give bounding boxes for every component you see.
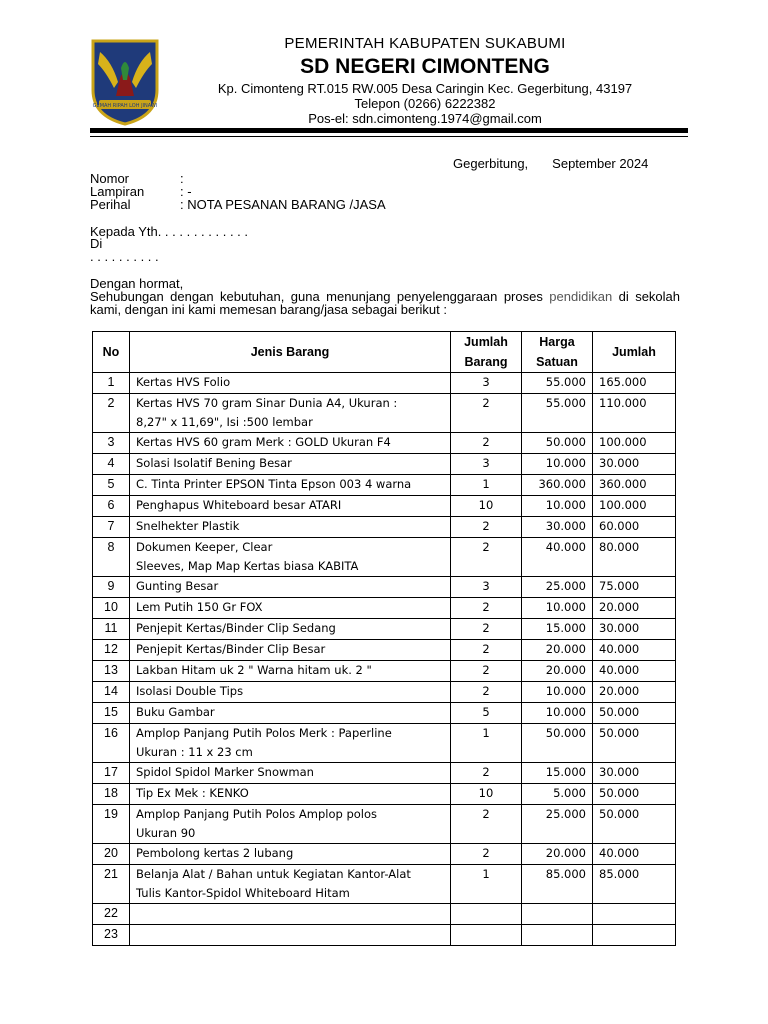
row-number: 2 — [93, 394, 130, 433]
school-phone: Telepon (0266) 6222382 — [354, 96, 496, 111]
table-row — [93, 394, 676, 433]
nomor-label: Nomor — [90, 171, 130, 186]
lampiran-value: : - — [180, 184, 192, 199]
row-quantity: 2 — [451, 805, 522, 844]
row-total: 60.000 — [593, 517, 676, 538]
row-quantity: 3 — [451, 373, 522, 394]
table-header-row — [93, 332, 676, 373]
row-quantity: 2 — [451, 394, 522, 433]
row-number: 11 — [93, 619, 130, 640]
table-row — [93, 517, 676, 538]
row-description — [130, 496, 451, 517]
school-address: Kp. Cimonteng RT.015 RW.005 Desa Caringin Kec. Gegerbitung, 43197 — [217, 81, 633, 96]
row-description-line: Ukuran : 11 x 23 cm — [136, 745, 253, 759]
row-unit-price: 20.000 — [522, 661, 593, 682]
row-description — [130, 784, 451, 805]
row-description-line: Isolasi Double Tips — [136, 684, 244, 698]
row-total: 85.000 — [593, 865, 676, 904]
row-quantity: 3 — [451, 454, 522, 475]
letter-place: Gegerbitung, — [453, 156, 529, 171]
row-total: 50.000 — [593, 703, 676, 724]
row-number: 12 — [93, 640, 130, 661]
row-unit-price: 25.000 — [522, 577, 593, 598]
row-description-line: Belanja Alat / Bahan untuk Kegiatan Kantor-Alat — [136, 867, 411, 881]
row-description — [130, 454, 451, 475]
table-row — [93, 763, 676, 784]
table-row — [93, 805, 676, 844]
row-description — [130, 763, 451, 784]
row-description-line: Penghapus Whiteboard besar ATARI — [136, 498, 342, 512]
row-total: 30.000 — [593, 763, 676, 784]
body-part-2: di sekolah kami, dengan ini kami memesan barang/jasa sebagai berikut : — [90, 289, 680, 317]
row-description — [130, 661, 451, 682]
row-description-line: Kertas HVS 70 gram Sinar Dunia A4, Ukuran : — [136, 396, 398, 410]
row-unit-price — [522, 925, 593, 946]
row-description — [130, 394, 451, 433]
school-name: SD NEGERI CIMONTENG — [300, 55, 550, 78]
row-quantity: 2 — [451, 619, 522, 640]
row-total: 40.000 — [593, 844, 676, 865]
header-price-line1: Harga — [539, 335, 575, 349]
row-quantity — [451, 925, 522, 946]
perihal-row — [90, 197, 386, 212]
row-total: 40.000 — [593, 661, 676, 682]
row-description-line: Lakban Hitam uk 2 " Warna hitam uk. 2 " — [136, 663, 372, 677]
row-unit-price: 10.000 — [522, 682, 593, 703]
table-row — [93, 538, 676, 577]
school-email: Pos-el: sdn.cimonteng.1974@gmail.com — [308, 111, 542, 126]
row-total: 50.000 — [593, 805, 676, 844]
table-row — [93, 454, 676, 475]
recipient-line-1: Kepada Yth. . . . . . . . . . . . . — [90, 224, 249, 239]
row-number: 7 — [93, 517, 130, 538]
row-description-line: C. Tinta Printer EPSON Tinta Epson 003 4 warna — [136, 477, 412, 491]
row-number: 17 — [93, 763, 130, 784]
body-part-1: Sehubungan dengan kebutuhan, guna menunjang penyelenggaraan proses — [90, 289, 550, 304]
greeting: Dengan hormat, — [90, 276, 184, 291]
row-description-line: Penjepit Kertas/Binder Clip Sedang — [136, 621, 336, 635]
row-description — [130, 538, 451, 577]
row-total: 50.000 — [593, 784, 676, 805]
letter-month-year: September 2024 — [552, 156, 649, 171]
row-quantity: 2 — [451, 844, 522, 865]
table-row — [93, 496, 676, 517]
table-row — [93, 682, 676, 703]
government-name: PEMERINTAH KABUPATEN SUKABUMI — [284, 35, 566, 52]
row-description-line: Kertas HVS Folio — [136, 375, 231, 389]
body-highlight: pendidikan — [549, 289, 613, 304]
perihal-value: : NOTA PESANAN BARANG /JASA — [180, 197, 386, 212]
row-description — [130, 517, 451, 538]
header-qty — [451, 332, 522, 373]
header-price-line2: Satuan — [536, 355, 578, 369]
row-quantity: 1 — [451, 865, 522, 904]
row-unit-price: 25.000 — [522, 805, 593, 844]
row-number: 8 — [93, 538, 130, 577]
row-quantity: 2 — [451, 640, 522, 661]
row-number: 21 — [93, 865, 130, 904]
row-description — [130, 619, 451, 640]
letterhead — [0, 0, 768, 135]
row-unit-price — [522, 904, 593, 925]
row-description-line: Amplop Panjang Putih Polos Amplop polos — [136, 807, 378, 821]
row-description-line: Tulis Kantor-Spidol Whiteboard Hitam — [136, 886, 350, 900]
row-number: 22 — [93, 904, 130, 925]
table-row — [93, 784, 676, 805]
row-description — [130, 805, 451, 844]
table-row — [93, 619, 676, 640]
row-description-line: Buku Gambar — [136, 705, 215, 719]
row-total: 50.000 — [593, 724, 676, 763]
row-number: 13 — [93, 661, 130, 682]
row-number: 10 — [93, 598, 130, 619]
row-unit-price: 50.000 — [522, 433, 593, 454]
row-number: 1 — [93, 373, 130, 394]
row-number: 15 — [93, 703, 130, 724]
row-quantity: 2 — [451, 433, 522, 454]
row-description — [130, 475, 451, 496]
row-unit-price: 10.000 — [522, 454, 593, 475]
row-number: 3 — [93, 433, 130, 454]
logo-caption: GEMAH RIPAH LOH JINAWI — [92, 103, 158, 109]
row-description-line: Tip Ex Mek : KENKO — [136, 786, 249, 800]
row-unit-price: 30.000 — [522, 517, 593, 538]
row-quantity: 2 — [451, 763, 522, 784]
row-number: 20 — [93, 844, 130, 865]
table-row — [93, 844, 676, 865]
recipient-line-3: . . . . . . . . . . — [90, 249, 159, 264]
table-row — [93, 640, 676, 661]
row-description-line: Pembolong kertas 2 lubang — [136, 846, 294, 860]
row-description-line: Penjepit Kertas/Binder Clip Besar — [136, 642, 326, 656]
row-number: 18 — [93, 784, 130, 805]
row-description-line: Solasi Isolatif Bening Besar — [136, 456, 292, 470]
row-quantity: 2 — [451, 661, 522, 682]
row-unit-price: 40.000 — [522, 538, 593, 577]
row-quantity: 2 — [451, 598, 522, 619]
row-total: 80.000 — [593, 538, 676, 577]
row-description — [130, 640, 451, 661]
row-description — [130, 724, 451, 763]
lampiran-label: Lampiran — [90, 184, 145, 199]
table-row — [93, 433, 676, 454]
row-description-line: Sleeves, Map Map Kertas biasa KABITA — [136, 559, 359, 573]
row-quantity: 10 — [451, 496, 522, 517]
row-total — [593, 925, 676, 946]
row-quantity: 10 — [451, 784, 522, 805]
table-row — [93, 373, 676, 394]
row-unit-price: 20.000 — [522, 640, 593, 661]
letterhead-text — [170, 34, 680, 126]
perihal-label: Perihal — [90, 197, 131, 212]
row-quantity: 2 — [451, 538, 522, 577]
row-description-line: Ukuran 90 — [136, 826, 196, 840]
row-number: 6 — [93, 496, 130, 517]
row-number: 5 — [93, 475, 130, 496]
table-row — [93, 475, 676, 496]
table-row — [93, 577, 676, 598]
row-number: 9 — [93, 577, 130, 598]
row-unit-price: 10.000 — [522, 703, 593, 724]
row-quantity: 5 — [451, 703, 522, 724]
row-number: 19 — [93, 805, 130, 844]
row-unit-price: 360.000 — [522, 475, 593, 496]
row-quantity: 2 — [451, 517, 522, 538]
row-total: 20.000 — [593, 598, 676, 619]
table-row — [93, 724, 676, 763]
row-description — [130, 598, 451, 619]
row-quantity — [451, 904, 522, 925]
table-row — [93, 925, 676, 946]
header-qty-line2: Barang — [464, 355, 508, 369]
row-description-line: Spidol Spidol Marker Snowman — [136, 765, 314, 779]
table-row — [93, 598, 676, 619]
row-description — [130, 703, 451, 724]
body-paragraph — [90, 290, 680, 316]
row-description-line: Kertas HVS 60 gram Merk : GOLD Ukuran F4 — [136, 435, 391, 449]
row-unit-price: 10.000 — [522, 496, 593, 517]
row-unit-price: 50.000 — [522, 724, 593, 763]
row-description — [130, 433, 451, 454]
row-description-line: Amplop Panjang Putih Polos Merk : Paperline — [136, 726, 392, 740]
table-row — [93, 865, 676, 904]
table-row — [93, 703, 676, 724]
row-quantity: 3 — [451, 577, 522, 598]
row-description-line: Gunting Besar — [136, 579, 219, 593]
row-description — [130, 373, 451, 394]
row-total: 360.000 — [593, 475, 676, 496]
row-number: 4 — [93, 454, 130, 475]
row-description-line: Dokumen Keeper, Clear — [136, 540, 273, 554]
row-description — [130, 844, 451, 865]
row-description-line: 8,27" x 11,69", Isi :500 lembar — [136, 415, 313, 429]
row-quantity: 1 — [451, 724, 522, 763]
row-total: 100.000 — [593, 433, 676, 454]
row-unit-price: 15.000 — [522, 763, 593, 784]
row-description — [130, 865, 451, 904]
recipient-line-2: Di — [90, 236, 103, 251]
letter-date — [453, 157, 648, 170]
row-unit-price: 20.000 — [522, 844, 593, 865]
header-total: Jumlah — [593, 332, 676, 373]
row-unit-price: 55.000 — [522, 373, 593, 394]
header-qty-line1: Jumlah — [464, 335, 508, 349]
row-unit-price: 15.000 — [522, 619, 593, 640]
row-total: 30.000 — [593, 454, 676, 475]
table-row — [93, 661, 676, 682]
header-no: No — [93, 332, 130, 373]
row-unit-price: 55.000 — [522, 394, 593, 433]
row-total — [593, 904, 676, 925]
row-unit-price: 85.000 — [522, 865, 593, 904]
row-description-line: Lem Putih 150 Gr FOX — [136, 600, 263, 614]
row-quantity: 2 — [451, 682, 522, 703]
row-description — [130, 682, 451, 703]
row-number: 23 — [93, 925, 130, 946]
row-description-line: Snelhekter Plastik — [136, 519, 240, 533]
nomor-value: : — [180, 171, 184, 186]
row-description — [130, 904, 451, 925]
letterhead-rule-thin — [90, 136, 688, 137]
row-total: 30.000 — [593, 619, 676, 640]
row-quantity: 1 — [451, 475, 522, 496]
order-table — [92, 331, 676, 946]
crest-icon — [90, 38, 160, 126]
header-item: Jenis Barang — [130, 332, 451, 373]
row-description — [130, 925, 451, 946]
row-total: 110.000 — [593, 394, 676, 433]
table-row — [93, 904, 676, 925]
row-total: 75.000 — [593, 577, 676, 598]
header-price — [522, 332, 593, 373]
row-unit-price: 5.000 — [522, 784, 593, 805]
row-total: 100.000 — [593, 496, 676, 517]
row-number: 14 — [93, 682, 130, 703]
row-total: 165.000 — [593, 373, 676, 394]
row-number: 16 — [93, 724, 130, 763]
row-total: 20.000 — [593, 682, 676, 703]
letterhead-rule-thick — [90, 128, 688, 133]
row-description — [130, 577, 451, 598]
row-total: 40.000 — [593, 640, 676, 661]
row-unit-price: 10.000 — [522, 598, 593, 619]
